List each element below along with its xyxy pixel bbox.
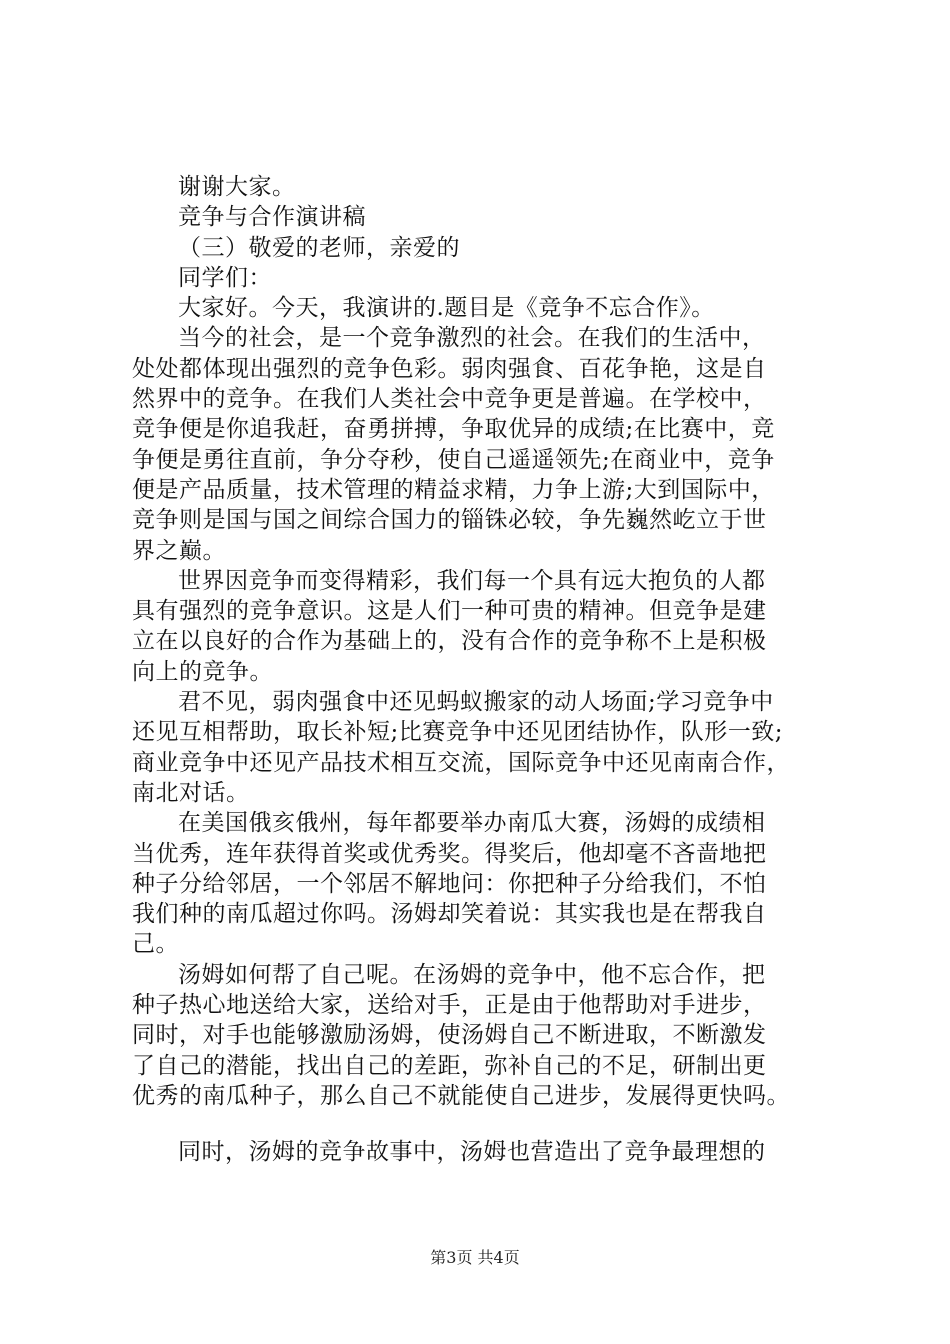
text-line: 君不见，弱肉强食中还见蚂蚁搬家的动人场面;学习竞争中 [178, 689, 774, 716]
document-body [132, 172, 832, 1168]
text-line: 然界中的竞争。在我们人类社会中竞争更是普遍。在学校中， [132, 386, 767, 413]
text-line: 商业竞争中还见产品技术相互交流，国际竞争中还见南南合作， [132, 749, 790, 776]
text-line: 汤姆如何帮了自己呢。在汤姆的竞争中，他不忘合作，把 [178, 961, 766, 988]
text-line: 界之巅。 [132, 537, 226, 564]
page-number: 第3页 共4页 [430, 1248, 520, 1267]
text-line: 便是产品质量，技术管理的精益求精，力争上游;大到国际中， [132, 476, 775, 503]
text-line: 向上的竞争。 [132, 658, 273, 685]
text-line: 竞争便是你追我赶，奋勇拼搏，争取优异的成绩;在比赛中，竞 [132, 416, 775, 443]
text-line: 优秀的南瓜种子，那么自己不就能使自己进步，发展得更快吗。 [132, 1082, 790, 1109]
text-line: 具有强烈的竞争意识。这是人们一种可贵的精神。但竞争是建 [132, 598, 767, 625]
text-line: 谢谢大家。 [178, 174, 296, 200]
text-line: 同时，对手也能够激励汤姆，使汤姆自己不断进取，不断激发 [132, 1022, 767, 1049]
text-line: 我们种的南瓜超过你吗。汤姆却笑着说：其实我也是在帮我自 [132, 901, 767, 928]
text-line: 了自己的潜能，找出自己的差距，弥补自己的不足，研制出更 [132, 1052, 767, 1079]
text-line: 世界因竞争而变得精彩，我们每一个具有远大抱负的人都 [178, 567, 766, 594]
text-line: 当今的社会，是一个竞争激烈的社会。在我们的生活中， [178, 325, 766, 352]
text-line: 争便是勇往直前，争分夺秒，使自己遥遥领先;在商业中，竞争 [132, 446, 775, 473]
text-line: 还见互相帮助，取长补短;比赛竞争中还见团结协作，队形一致; [132, 719, 783, 746]
text-line: 当优秀，连年获得首奖或优秀奖。得奖后，他却毫不吝啬地把 [132, 840, 767, 867]
text-line: 竞争则是国与国之间综合国力的锱铢必较，争先巍然屹立于世 [132, 507, 767, 534]
text-line: 处处都体现出强烈的竞争色彩。弱肉强食、百花争艳，这是自 [132, 355, 767, 382]
text-line: 大家好。今天，我演讲的.题目是《竞争不忘合作》。 [178, 295, 715, 322]
text-line: 在美国俄亥俄州，每年都要举办南瓜大赛，汤姆的成绩相 [178, 810, 766, 837]
text-line: 立在以良好的合作为基础上的，没有合作的竞争称不上是积极 [132, 628, 767, 655]
text-line: 同时，汤姆的竞争故事中，汤姆也营造出了竞争最理想的 [178, 1139, 766, 1166]
text-line: 种子热心地送给大家，送给对手，正是由于他帮助对手进步， [132, 992, 767, 1019]
text-line: 种子分给邻居，一个邻居不解地问：你把种子分给我们，不怕 [132, 870, 767, 897]
text-line: 同学们： [178, 264, 272, 291]
text-line: （三）敬爱的老师，亲爱的 [178, 234, 460, 261]
paragraph-gap [132, 1111, 832, 1137]
text-line: 己。 [132, 931, 179, 958]
text-line: 竞争与合作演讲稿 [178, 204, 366, 231]
text-line: 南北对话。 [132, 779, 250, 806]
